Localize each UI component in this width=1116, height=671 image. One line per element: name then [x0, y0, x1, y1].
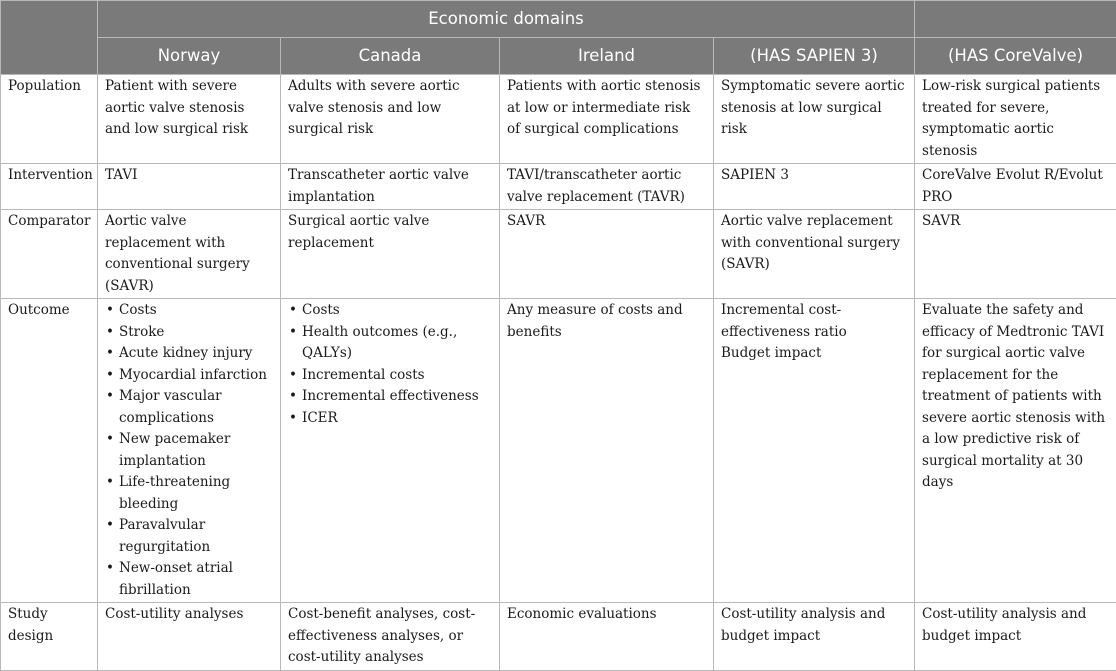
list-item: • Stroke: [105, 322, 274, 344]
table-row-population: [1, 75, 1116, 164]
table-row-intervention: [1, 164, 1116, 210]
table-row-outcome: [1, 299, 1116, 603]
cell-intervention-has-corevalve: CoreValve Evolut R/Evolut PRO: [915, 164, 1116, 210]
column-header-canada: Canada: [281, 38, 500, 75]
cell-population-norway: Patient with severe aortic valve stenosis and low surgical risk: [98, 75, 281, 164]
cell-population-ireland: Patients with aortic stenosis at low or intermediate risk of surgical complications: [500, 75, 714, 164]
list-item: • Incremental effectiveness: [288, 386, 493, 408]
column-header-has-corevalve: (HAS CoreValve): [915, 38, 1116, 75]
header-economic-domains: Economic domains: [98, 1, 915, 38]
cell-study-design-ireland: Economic evaluations: [500, 603, 714, 671]
cell-comparator-canada: Surgical aortic valve replacement: [281, 210, 500, 299]
list-item: • ICER: [288, 408, 493, 430]
column-header-ireland: Ireland: [500, 38, 714, 75]
table-row-study-design: [1, 603, 1116, 671]
cell-comparator-ireland: SAVR: [500, 210, 714, 299]
row-label-comparator: Comparator: [1, 210, 98, 299]
list-item: • Costs: [105, 300, 274, 322]
cell-comparator-has-sapien-3: Aortic valve replacement with conventional surgery (SAVR): [714, 210, 915, 299]
cell-intervention-canada: Transcatheter aortic valve implantation: [281, 164, 500, 210]
cell-study-design-has-sapien-3: Cost-utility analysis and budget impact: [714, 603, 915, 671]
cell-comparator-has-corevalve: SAVR: [915, 210, 1116, 299]
outcome-canada-list: [288, 300, 493, 429]
cell-comparator-norway: Aortic valve replacement with conventional surgery (SAVR): [98, 210, 281, 299]
row-label-population: Population: [1, 75, 98, 164]
header-row-group: [1, 1, 1116, 38]
row-label-study-design: Study design: [1, 603, 98, 671]
cell-intervention-ireland: TAVI/transcatheter aortic valve replacement (TAVR): [500, 164, 714, 210]
column-header-norway: Norway: [98, 38, 281, 75]
cell-outcome-has-sapien-3: [714, 299, 915, 603]
cell-outcome-canada: [281, 299, 500, 603]
list-item: • Health outcomes (e.g., QALYs): [288, 322, 493, 365]
list-item: • Costs: [288, 300, 493, 322]
cell-intervention-has-sapien-3: SAPIEN 3: [714, 164, 915, 210]
list-item: • Acute kidney injury: [105, 343, 274, 365]
header-corner-cell: [1, 1, 98, 75]
list-item: • Major vascular complications: [105, 386, 274, 429]
cell-study-design-canada: Cost-benefit analyses, cost-effectiveness analyses, or cost-utility analyses: [281, 603, 500, 671]
cell-study-design-norway: Cost-utility analyses: [98, 603, 281, 671]
row-label-outcome: Outcome: [1, 299, 98, 603]
list-item: • Life-threatening bleeding: [105, 472, 274, 515]
row-label-intervention: Intervention: [1, 164, 98, 210]
list-item: • Incremental costs: [288, 365, 493, 387]
cell-population-has-sapien-3: Symptomatic severe aortic stenosis at low surgical risk: [714, 75, 915, 164]
cell-outcome-has-corevalve: Evaluate the safety and efficacy of Medtronic TAVI for surgical aortic valve replacement for the treatment of patients with severe aortic stenosis with a low predictive risk of surgical mortality at 30 days: [915, 299, 1116, 603]
column-header-has-sapien-3: (HAS SAPIEN 3): [714, 38, 915, 75]
outcome-line: Budget impact: [721, 343, 908, 365]
cell-intervention-norway: TAVI: [98, 164, 281, 210]
outcome-norway-list: [105, 300, 274, 601]
cell-population-canada: Adults with severe aortic valve stenosis and low surgical risk: [281, 75, 500, 164]
list-item: • New pacemaker implantation: [105, 429, 274, 472]
table-row-comparator: [1, 210, 1116, 299]
list-item: • Paravalvular regurgitation: [105, 515, 274, 558]
cell-outcome-norway: [98, 299, 281, 603]
header-blank-cell: [915, 1, 1116, 38]
cell-study-design-has-corevalve: Cost-utility analysis and budget impact: [915, 603, 1116, 671]
cell-outcome-ireland: Any measure of costs and benefits: [500, 299, 714, 603]
outcome-line: Incremental cost-effectiveness ratio: [721, 300, 908, 343]
cell-population-has-corevalve: Low-risk surgical patients treated for severe, symptomatic aortic stenosis: [915, 75, 1116, 164]
list-item: • Myocardial infarction: [105, 365, 274, 387]
header-row-columns: [1, 38, 1116, 75]
list-item: • New-onset atrial fibrillation: [105, 558, 274, 601]
